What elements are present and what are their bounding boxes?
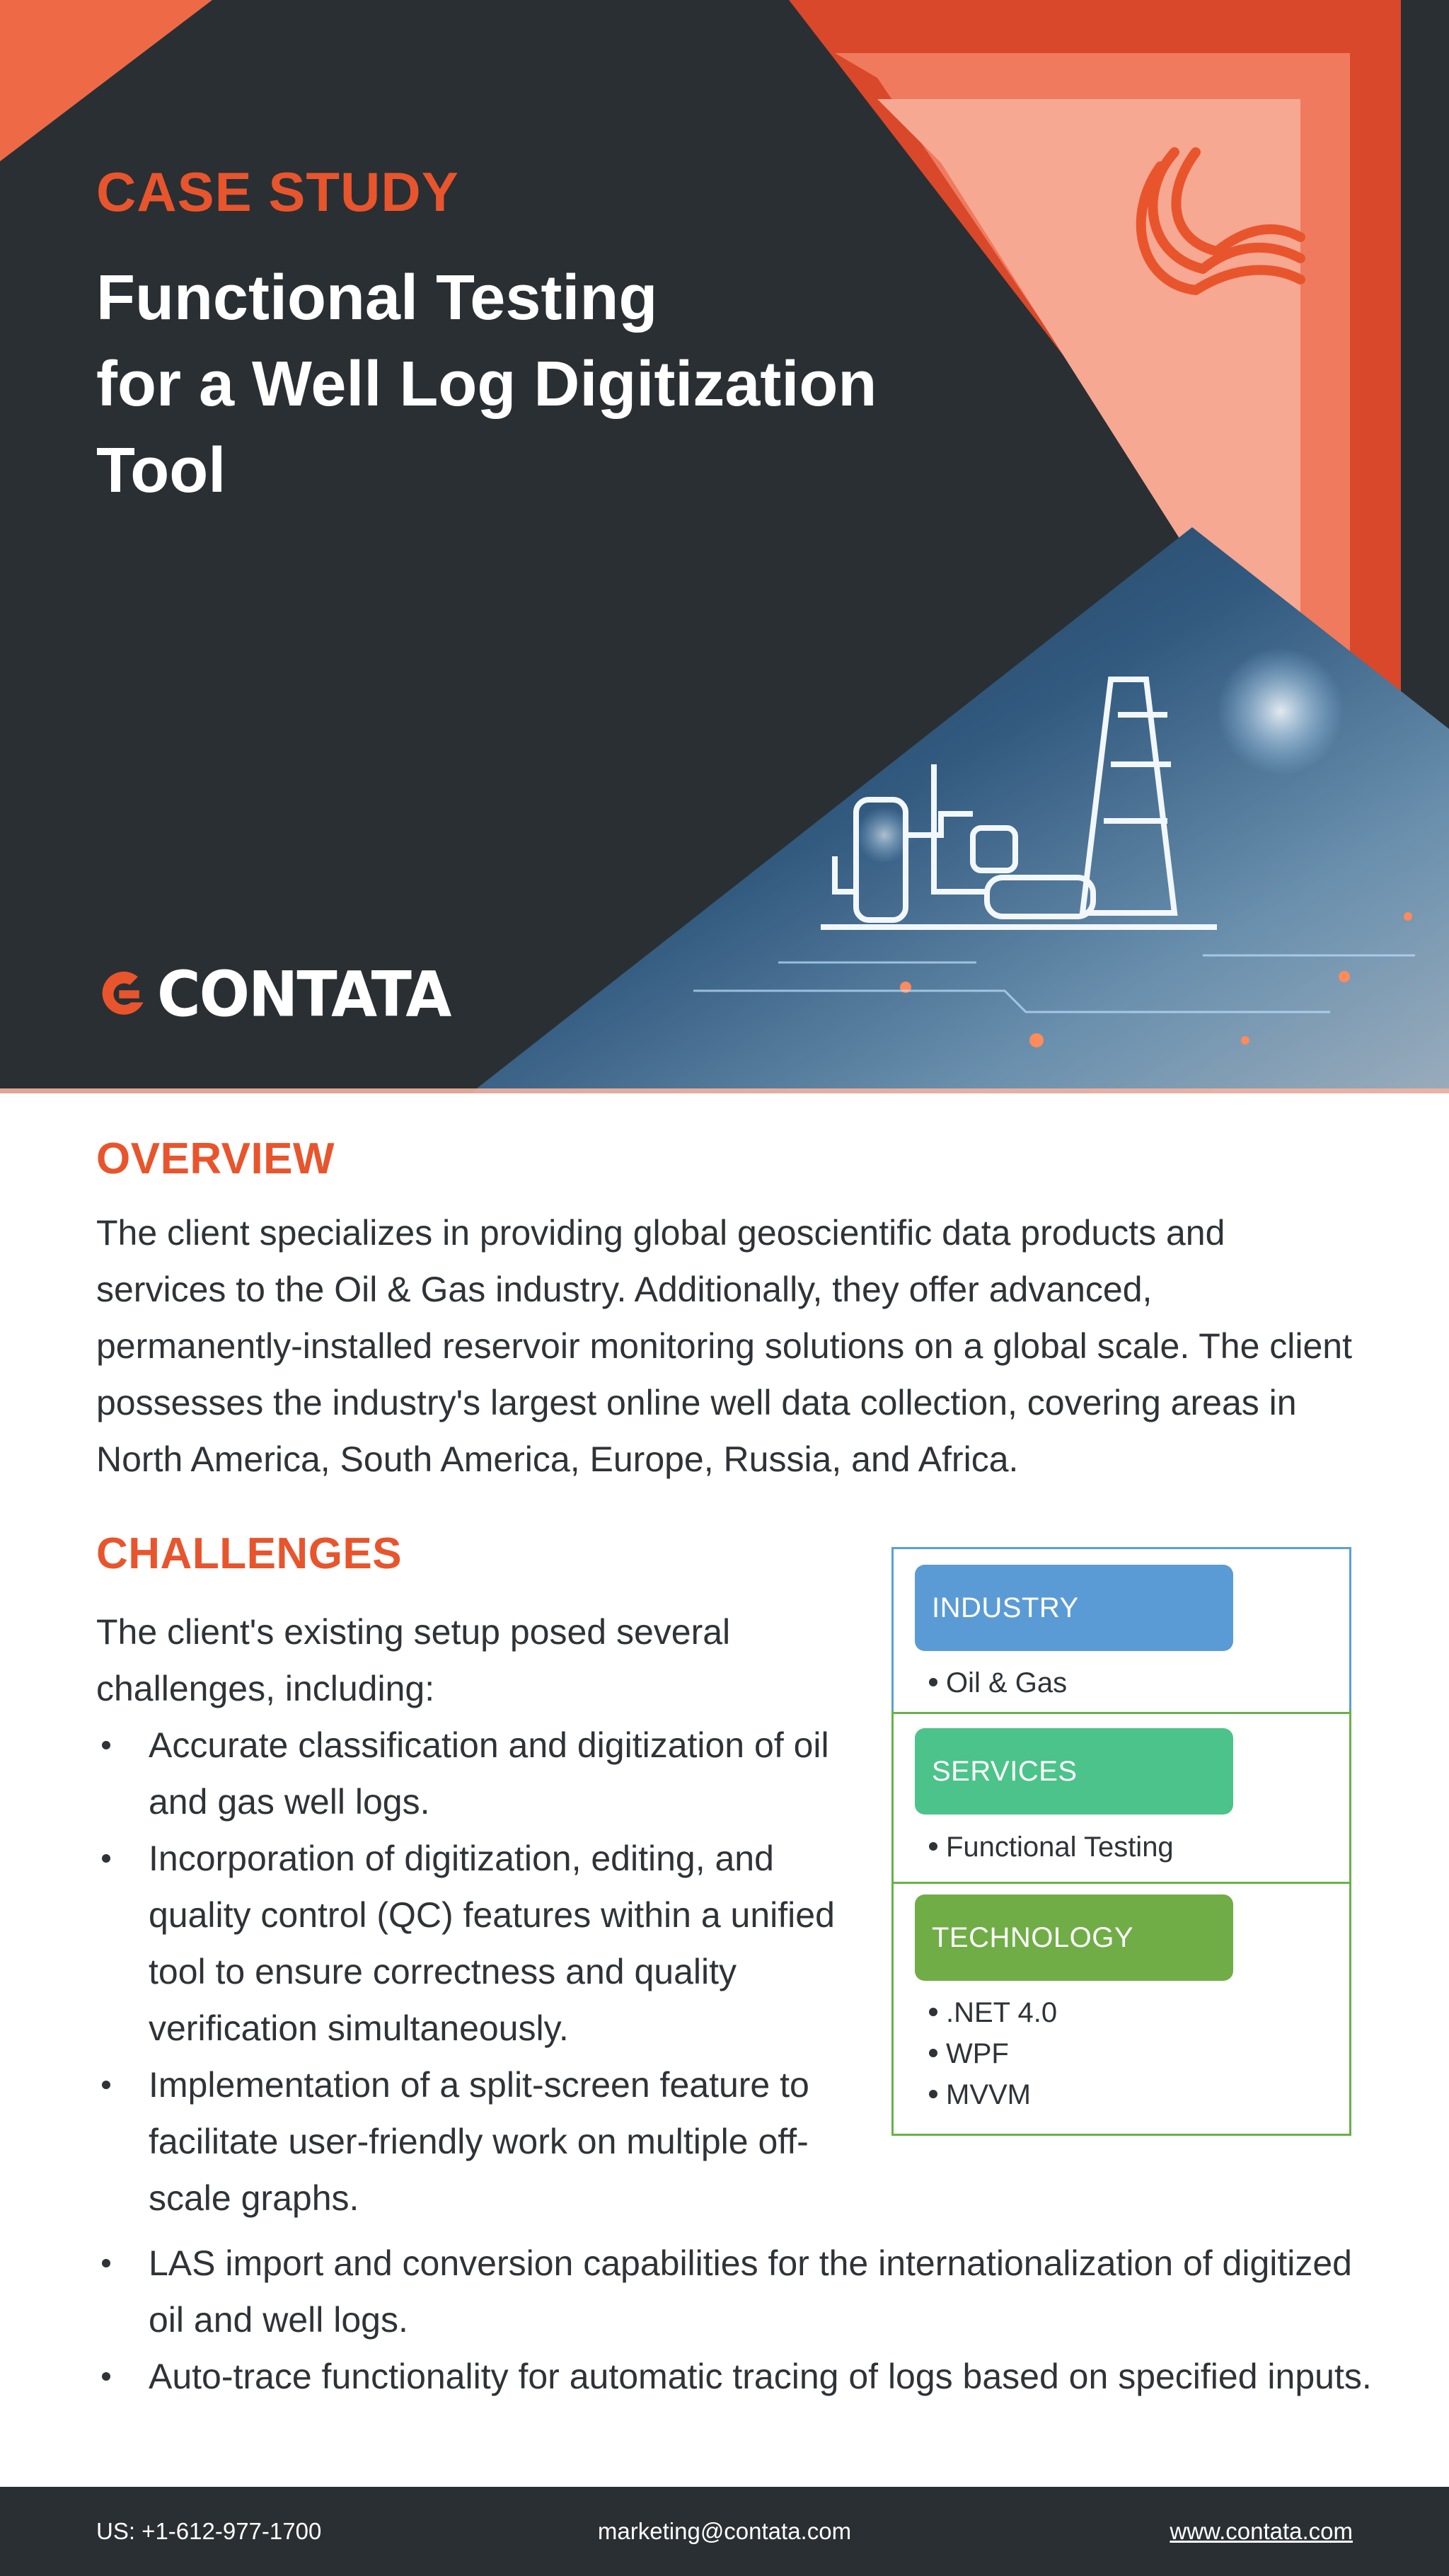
challenges-list [96,1717,857,2226]
overview-paragraph: The client specializes in providing global geoscientific data products and services to the Oil & Gas industry. Additionally, they offer advanced, permanently-installed reservoir monitoring solutions on a global scale. The client possesses the industry's largest online well data collection, covering areas in North America, South America, Europe, Russia, and Africa. [96,1213,1352,1479]
industry-list [929,1662,1067,1703]
bullet-dot [929,1842,937,1851]
contata-logo [96,959,450,1030]
service-value: Functional Testing [946,1832,1174,1863]
logo-wordmark: CONTATA [157,958,451,1031]
bullet-dot [929,1678,937,1686]
contata-logo-icon [96,967,150,1021]
technology-list [929,1992,1057,2115]
challenges-intro: The client's existing setup posed several challenges, including: [96,1612,731,1708]
list-item [929,1662,1067,1703]
technology-badge: TECHNOLOGY [915,1894,1233,1981]
footer-bar [0,2487,1449,2576]
list-item [929,1827,1174,1868]
industry-value: Oil & Gas [946,1667,1068,1698]
list-item [929,2074,1057,2115]
title-line: Tool [96,435,226,506]
technology-value: .NET 4.0 [946,1997,1058,2028]
hero-banner [0,0,1449,1093]
list-item [929,1992,1057,2033]
challenges-heading: CHALLENGES [96,1529,403,1578]
technology-value: WPF [946,2038,1009,2069]
bullet-dot [929,2008,937,2016]
services-badge: SERVICES [915,1728,1233,1815]
industry-badge: INDUSTRY [915,1565,1233,1651]
bullet-dot [929,2090,937,2098]
technology-value: MVVM [946,2079,1031,2110]
footer-phone: US: +1-612-977-1700 [96,2518,322,2544]
list-item: Implementation of a split-screen feature to facilitate user-friendly work on multiple off-scale graphs. [96,2057,857,2226]
list-item: LAS import and conversion capabilities for the internationalization of digitized oil and well logs. [96,2235,1384,2348]
list-item: Incorporation of digitization, editing, and quality control (QC) features within a unified tool to ensure correctness and quality verification simultaneously. [96,1830,857,2057]
list-item: Auto-trace functionality for automatic tracing of logs based on specified inputs. [96,2348,1384,2405]
divider [894,1712,1349,1714]
services-list [929,1827,1174,1868]
case-study-label: CASE STUDY [96,161,459,223]
project-info-box [891,1547,1351,2136]
overview-heading: OVERVIEW [96,1134,335,1183]
bullet-dot [929,2049,937,2057]
page-title [96,255,910,514]
list-item: Accurate classification and digitization of oil and gas well logs. [96,1717,857,1830]
title-line: for a Well Log Digitization [96,349,877,420]
title-line: Functional Testing [96,263,658,333]
footer-website-link[interactable]: www.contata.com [1170,2518,1353,2544]
divider [894,1882,1349,1884]
footer-email-link[interactable]: marketing@contata.com [597,2518,852,2544]
challenges-list-continued [96,2235,1384,2405]
list-item [929,2033,1057,2074]
